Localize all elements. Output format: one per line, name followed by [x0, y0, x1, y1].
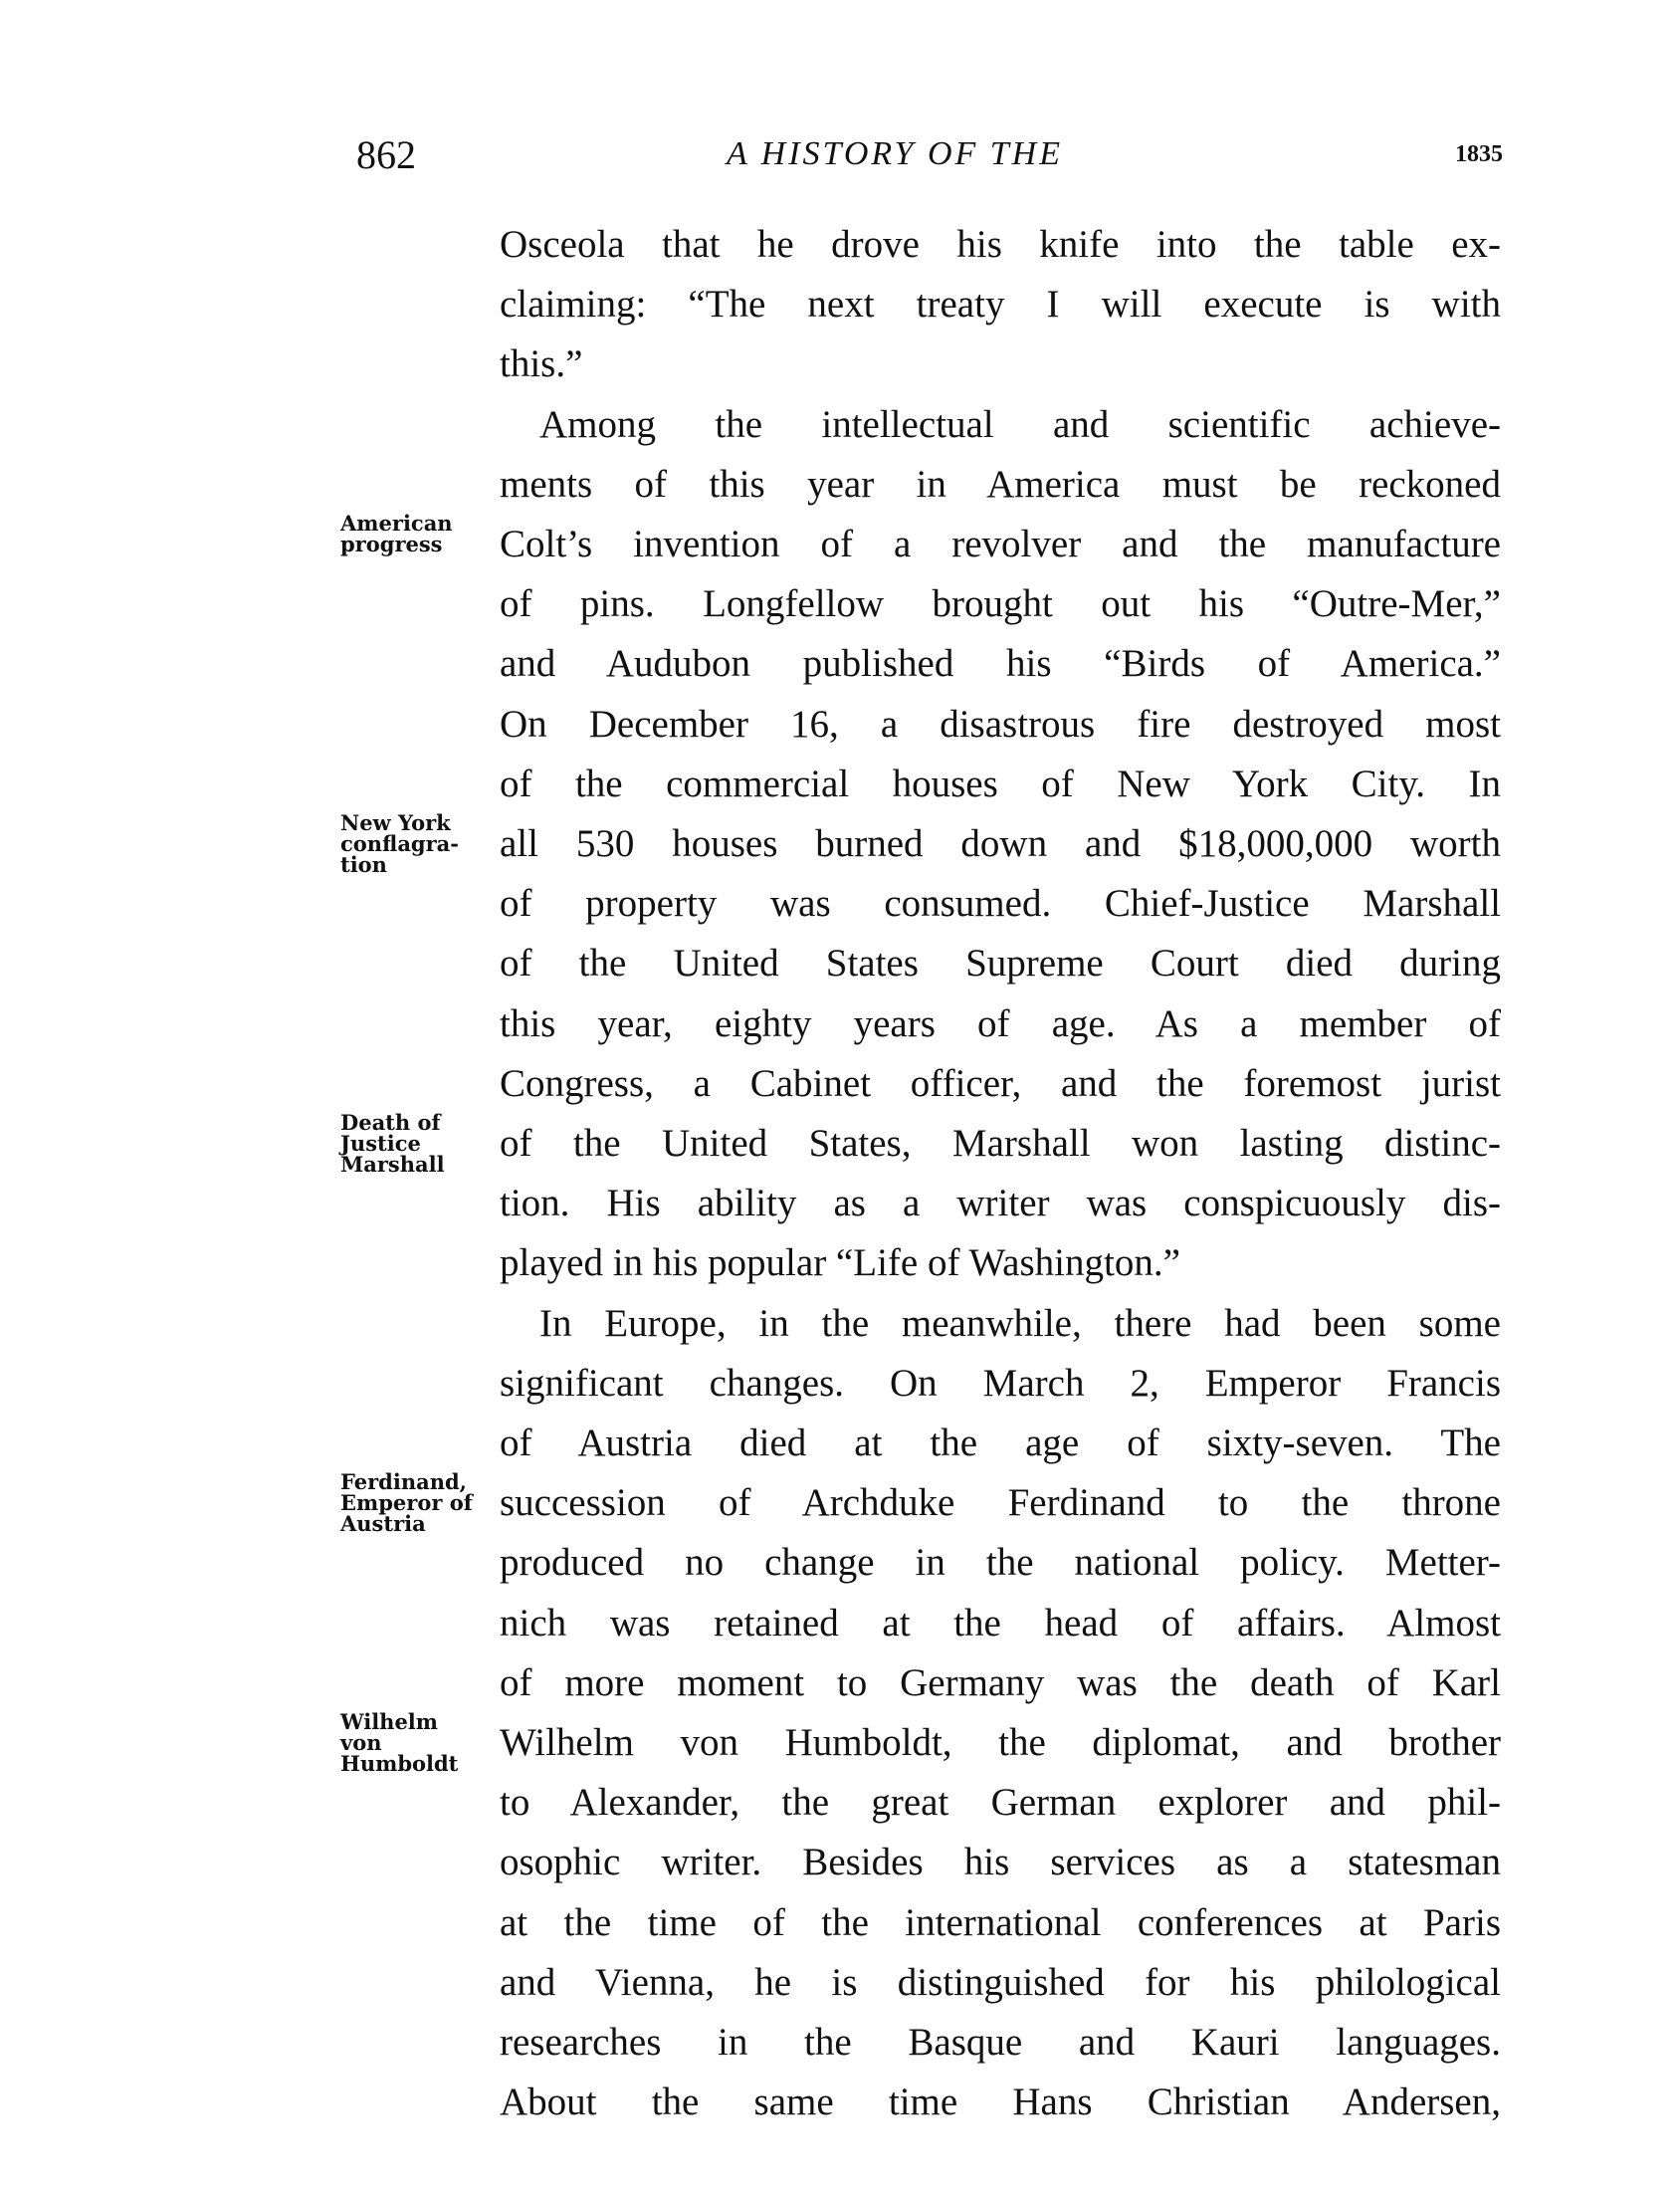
text-line: ments of this year in America must be reckoned	[500, 462, 1501, 506]
text-line: succession of Archduke Ferdinand to the throne	[500, 1481, 1501, 1525]
text-line: and Audubon published his “Birds of America.”	[500, 642, 1501, 686]
text-line: played in his popular “Life of Washington.”	[500, 1241, 1180, 1285]
text-line: all 530 houses burned down and $18,000,000 worth	[500, 822, 1501, 865]
margin-note	[340, 1112, 445, 1175]
margin-note-line: Justice	[340, 1131, 421, 1156]
margin-note-line: tion	[340, 852, 387, 877]
text-line: and Vienna, he is distinguished for his philological	[500, 1960, 1501, 2004]
text-line: of more moment to Germany was the death of Karl	[500, 1660, 1501, 1704]
text-line: of the United States, Marshall won lasting distinc-	[500, 1122, 1501, 1165]
text-line: to Alexander, the great German explorer and phil-	[500, 1781, 1501, 1825]
margin-note	[340, 1469, 473, 1537]
text-line: Colt’s invention of a revolver and the manufacture	[500, 523, 1501, 565]
margin-note-line: von	[340, 1730, 382, 1755]
margin-note	[340, 1711, 458, 1774]
margin-note-line: Humboldt	[340, 1751, 459, 1776]
text-line: tion. His ability as a writer was conspicuously dis-	[500, 1182, 1501, 1225]
margin-note-line: conflagra-	[340, 831, 460, 856]
text-line: of the United States Supreme Court died during	[500, 942, 1501, 986]
margin-note-line: Emperor of	[340, 1490, 473, 1516]
text-line: osophic writer. Besides his services as a statesman	[500, 1841, 1501, 1884]
text-line: this.”	[500, 342, 583, 386]
text-line: Wilhelm von Humboldt, the diplomat, and brother	[500, 1721, 1501, 1764]
text-line: nich was retained at the head of affairs. Almost	[500, 1601, 1501, 1644]
text-line: this year, eighty years of age. As a member of	[500, 1001, 1501, 1045]
text-line: researches in the Basque and Kauri languages.	[500, 2021, 1501, 2064]
text-line: of Austria died at the age of sixty-seven. The	[500, 1422, 1501, 1464]
text-line: On December 16, a disastrous fire destroyed most	[500, 702, 1501, 746]
text-line: of property was consumed. Chief-Justice Marshall	[500, 882, 1501, 926]
text-line: produced no change in the national policy. Metter-	[500, 1541, 1501, 1585]
text-line: About the same time Hans Christian Andersen,	[500, 2081, 1501, 2124]
running-year: 1835	[1455, 141, 1503, 167]
margin-note-line: New York	[340, 810, 451, 835]
margin-note-line: American	[340, 511, 453, 536]
margin-note-line: Death of	[340, 1110, 441, 1135]
text-line: of pins. Longfellow brought out his “Outre-Mer,”	[500, 582, 1501, 626]
margin-note	[340, 513, 453, 554]
margin-note-line: Wilhelm	[340, 1709, 438, 1734]
text-line: significant changes. On March 2, Emperor Francis	[500, 1361, 1501, 1405]
text-line: at the time of the international conferences at Paris	[500, 1900, 1501, 1944]
page-number: 862	[356, 132, 416, 177]
text-line: claiming: “The next treaty I will execute is with	[500, 283, 1501, 327]
text-line: of the commercial houses of New York City. In	[500, 762, 1501, 805]
text-line: Among the intellectual and scientific achieve-	[539, 402, 1501, 446]
margin-note-line: Marshall	[340, 1152, 445, 1177]
margin-note-line: progress	[340, 532, 443, 556]
text-line: Congress, a Cabinet officer, and the foremost jurist	[500, 1061, 1501, 1105]
running-title: A HISTORY OF THE	[727, 135, 1063, 172]
margin-note-line: Austria	[340, 1511, 426, 1537]
text-line: In Europe, in the meanwhile, there had been some	[539, 1301, 1501, 1345]
margin-note	[340, 812, 459, 875]
margin-note-line: Ferdinand,	[340, 1469, 467, 1495]
text-line: Osceola that he drove his knife into the table ex-	[500, 223, 1501, 266]
